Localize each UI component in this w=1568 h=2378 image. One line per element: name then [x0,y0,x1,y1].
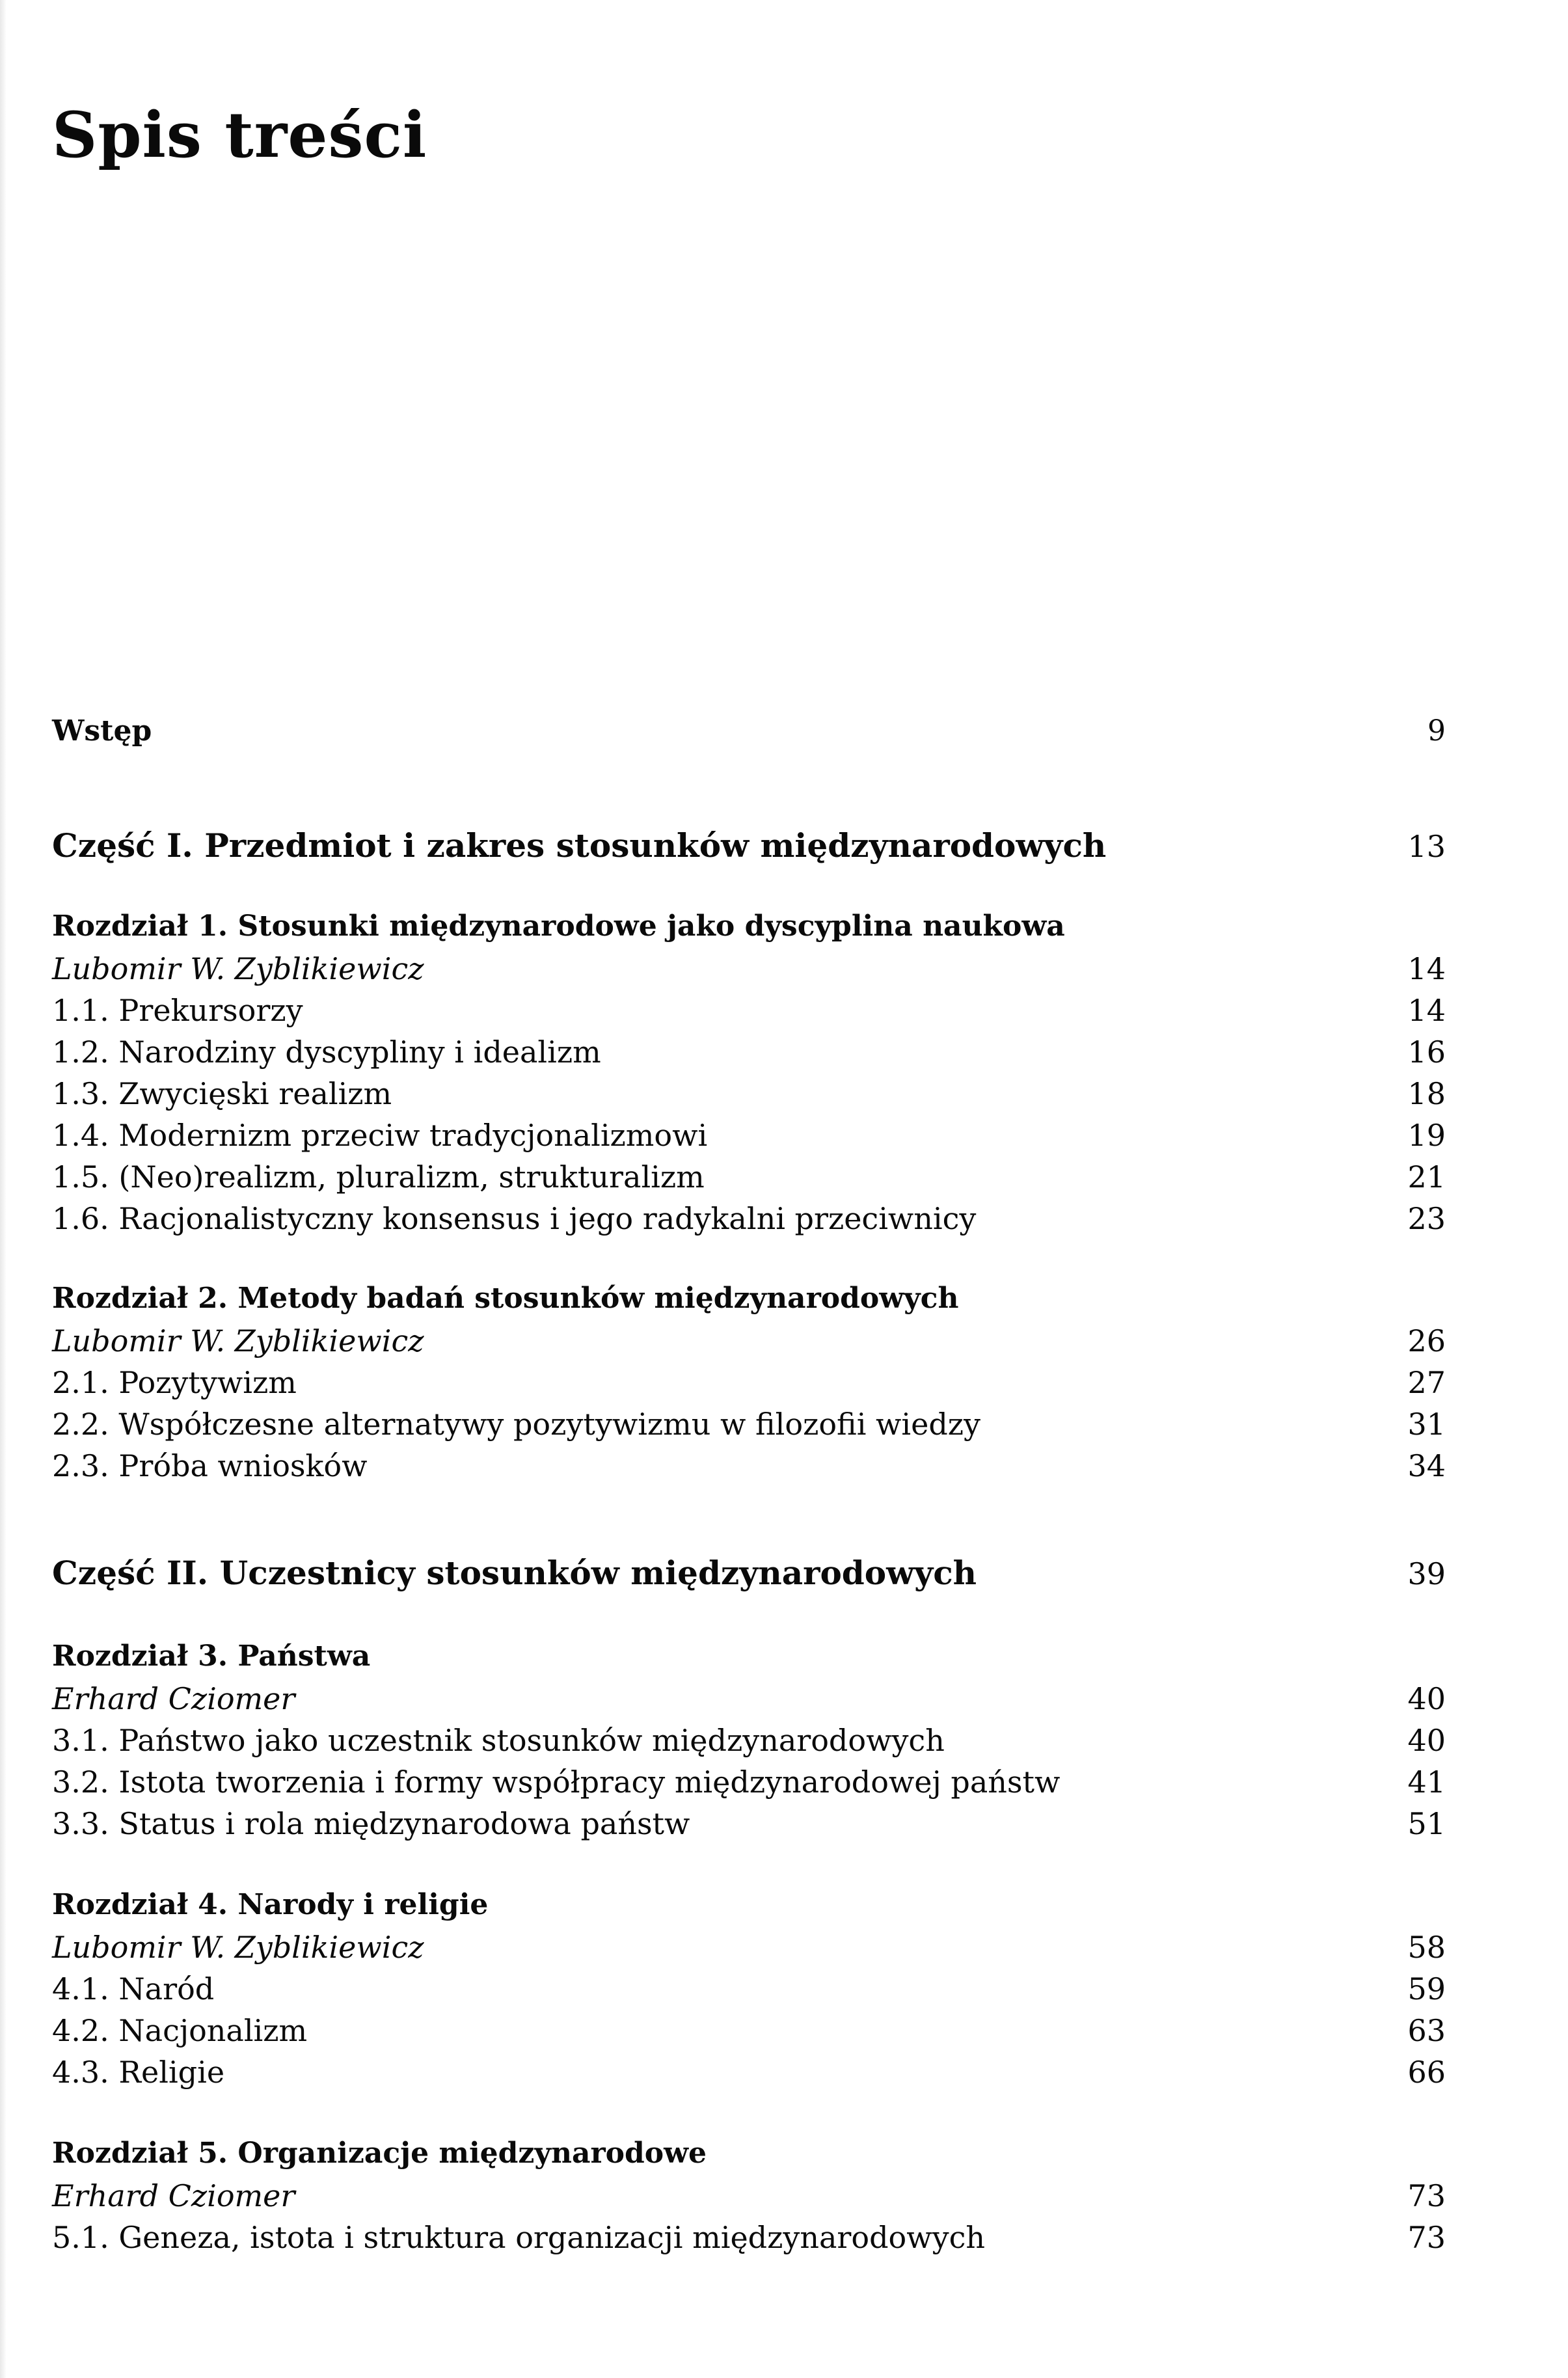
page-edge-shadow [0,0,7,2378]
toc-section-label: 4.2. Nacjonalizm [52,2013,308,2048]
toc-section-label: 3.1. Państwo jako uczestnik stosunków międzynarodowych [52,1723,945,1758]
toc-page-number: 51 [1407,1806,1446,1841]
toc-author-name: Lubomir W. Zyblikiewicz [52,1930,424,1965]
toc-page-number: 13 [1407,829,1446,864]
toc-section[interactable] [52,1448,1446,1483]
toc-page-number: 14 [1407,993,1446,1028]
toc-chapter-author [52,2178,1446,2213]
toc-section-label: 1.2. Narodziny dyscypliny i idealizm [52,1034,601,1070]
toc-chapter-3[interactable] [52,1640,1446,1673]
toc-section-label: 1.6. Racjonalistyczny konsensus i jego radykalni przeciwnicy [52,1201,977,1236]
toc-section-label: 1.5. (Neo)realizm, pluralizm, strukturalizm [52,1159,705,1195]
toc-section[interactable] [52,1407,1446,1442]
toc-section-label: 2.1. Pozytywizm [52,1365,297,1400]
toc-chapter-author [52,1681,1446,1716]
toc-page-number: 27 [1407,1365,1446,1400]
page-title: Spis treści [52,98,427,172]
toc-page-number: 41 [1407,1764,1446,1800]
toc-page-number: 73 [1407,2220,1446,2255]
toc-page-number: 23 [1407,1201,1446,1236]
toc-chapter-5[interactable] [52,2137,1446,2170]
toc-chapter-label: Rozdział 5. Organizacje międzynarodowe [52,2137,707,2170]
toc-page-number: 21 [1407,1159,1446,1195]
toc-chapter-label: Rozdział 3. Państwa [52,1640,371,1673]
toc-section[interactable] [52,993,1446,1028]
toc-chapter-label: Rozdział 1. Stosunki międzynarodowe jako dyscyplina naukowa [52,910,1065,943]
toc-section[interactable] [52,1159,1446,1195]
toc-chapter-author [52,951,1446,986]
toc-section[interactable] [52,1764,1446,1800]
toc-page-number: 16 [1407,1034,1446,1070]
toc-entry-intro[interactable] [52,714,1446,748]
toc-part-1[interactable] [52,826,1446,865]
toc-page-number: 58 [1407,1930,1446,1965]
toc-section-label: 1.1. Prekursorzy [52,993,303,1028]
toc-author-name: Erhard Cziomer [52,1681,295,1716]
toc-section-label: 3.2. Istota tworzenia i formy współpracy międzynarodowej państw [52,1764,1061,1800]
toc-page-number: 40 [1407,1681,1446,1716]
toc-section[interactable] [52,1118,1446,1153]
toc-part-label: Część I. Przedmiot i zakres stosunków międzynarodowych [52,826,1107,865]
toc-section-label: 4.1. Naród [52,1971,215,2006]
toc-section[interactable] [52,2055,1446,2090]
toc-page-number: 66 [1407,2055,1446,2090]
toc-chapter-author [52,1930,1446,1965]
toc-page-number: 31 [1407,1407,1446,1442]
toc-page-number: 40 [1407,1723,1446,1758]
toc-page-number: 18 [1407,1076,1446,1111]
toc-chapter-1[interactable] [52,910,1446,943]
toc-section[interactable] [52,2013,1446,2048]
toc-chapter-2[interactable] [52,1282,1446,1315]
toc-section[interactable] [52,1723,1446,1758]
toc-section-label: 1.3. Zwycięski realizm [52,1076,392,1111]
toc-part-label: Część II. Uczestnicy stosunków międzynarodowych [52,1554,977,1592]
toc-section-label: 3.3. Status i rola międzynarodowa państw [52,1806,690,1841]
toc-author-name: Erhard Cziomer [52,2178,295,2213]
toc-section[interactable] [52,1201,1446,1236]
toc-page-number: 59 [1407,1971,1446,2006]
toc-page-number: 73 [1407,2178,1446,2213]
toc-page-number: 9 [1427,714,1446,748]
toc-author-name: Lubomir W. Zyblikiewicz [52,1323,424,1358]
toc-chapter-4[interactable] [52,1888,1446,1921]
toc-chapter-label: Rozdział 2. Metody badań stosunków międzynarodowych [52,1282,959,1315]
toc-chapter-label: Rozdział 4. Narody i religie [52,1888,489,1921]
toc-page-number: 14 [1407,951,1446,986]
toc-section[interactable] [52,2220,1446,2255]
toc-page-number: 39 [1407,1556,1446,1591]
toc-section-label: 4.3. Religie [52,2055,225,2090]
toc-part-2[interactable] [52,1554,1446,1592]
toc-author-name: Lubomir W. Zyblikiewicz [52,951,424,986]
toc-page-number: 19 [1407,1118,1446,1153]
toc-section-label: 5.1. Geneza, istota i struktura organizacji międzynarodowych [52,2220,985,2255]
toc-section[interactable] [52,1971,1446,2006]
toc-section-label: 2.3. Próba wniosków [52,1448,368,1483]
toc-section[interactable] [52,1365,1446,1400]
toc-page-number: 34 [1407,1448,1446,1483]
toc-section[interactable] [52,1034,1446,1070]
toc-entry-label: Wstęp [52,714,152,748]
toc-page-number: 63 [1407,2013,1446,2048]
toc-section-label: 2.2. Współczesne alternatywy pozytywizmu w filozofii wiedzy [52,1407,981,1442]
toc-page-number: 26 [1407,1323,1446,1358]
toc-section-label: 1.4. Modernizm przeciw tradycjonalizmowi [52,1118,708,1153]
toc-section[interactable] [52,1076,1446,1111]
toc-section[interactable] [52,1806,1446,1841]
toc-chapter-author [52,1323,1446,1358]
